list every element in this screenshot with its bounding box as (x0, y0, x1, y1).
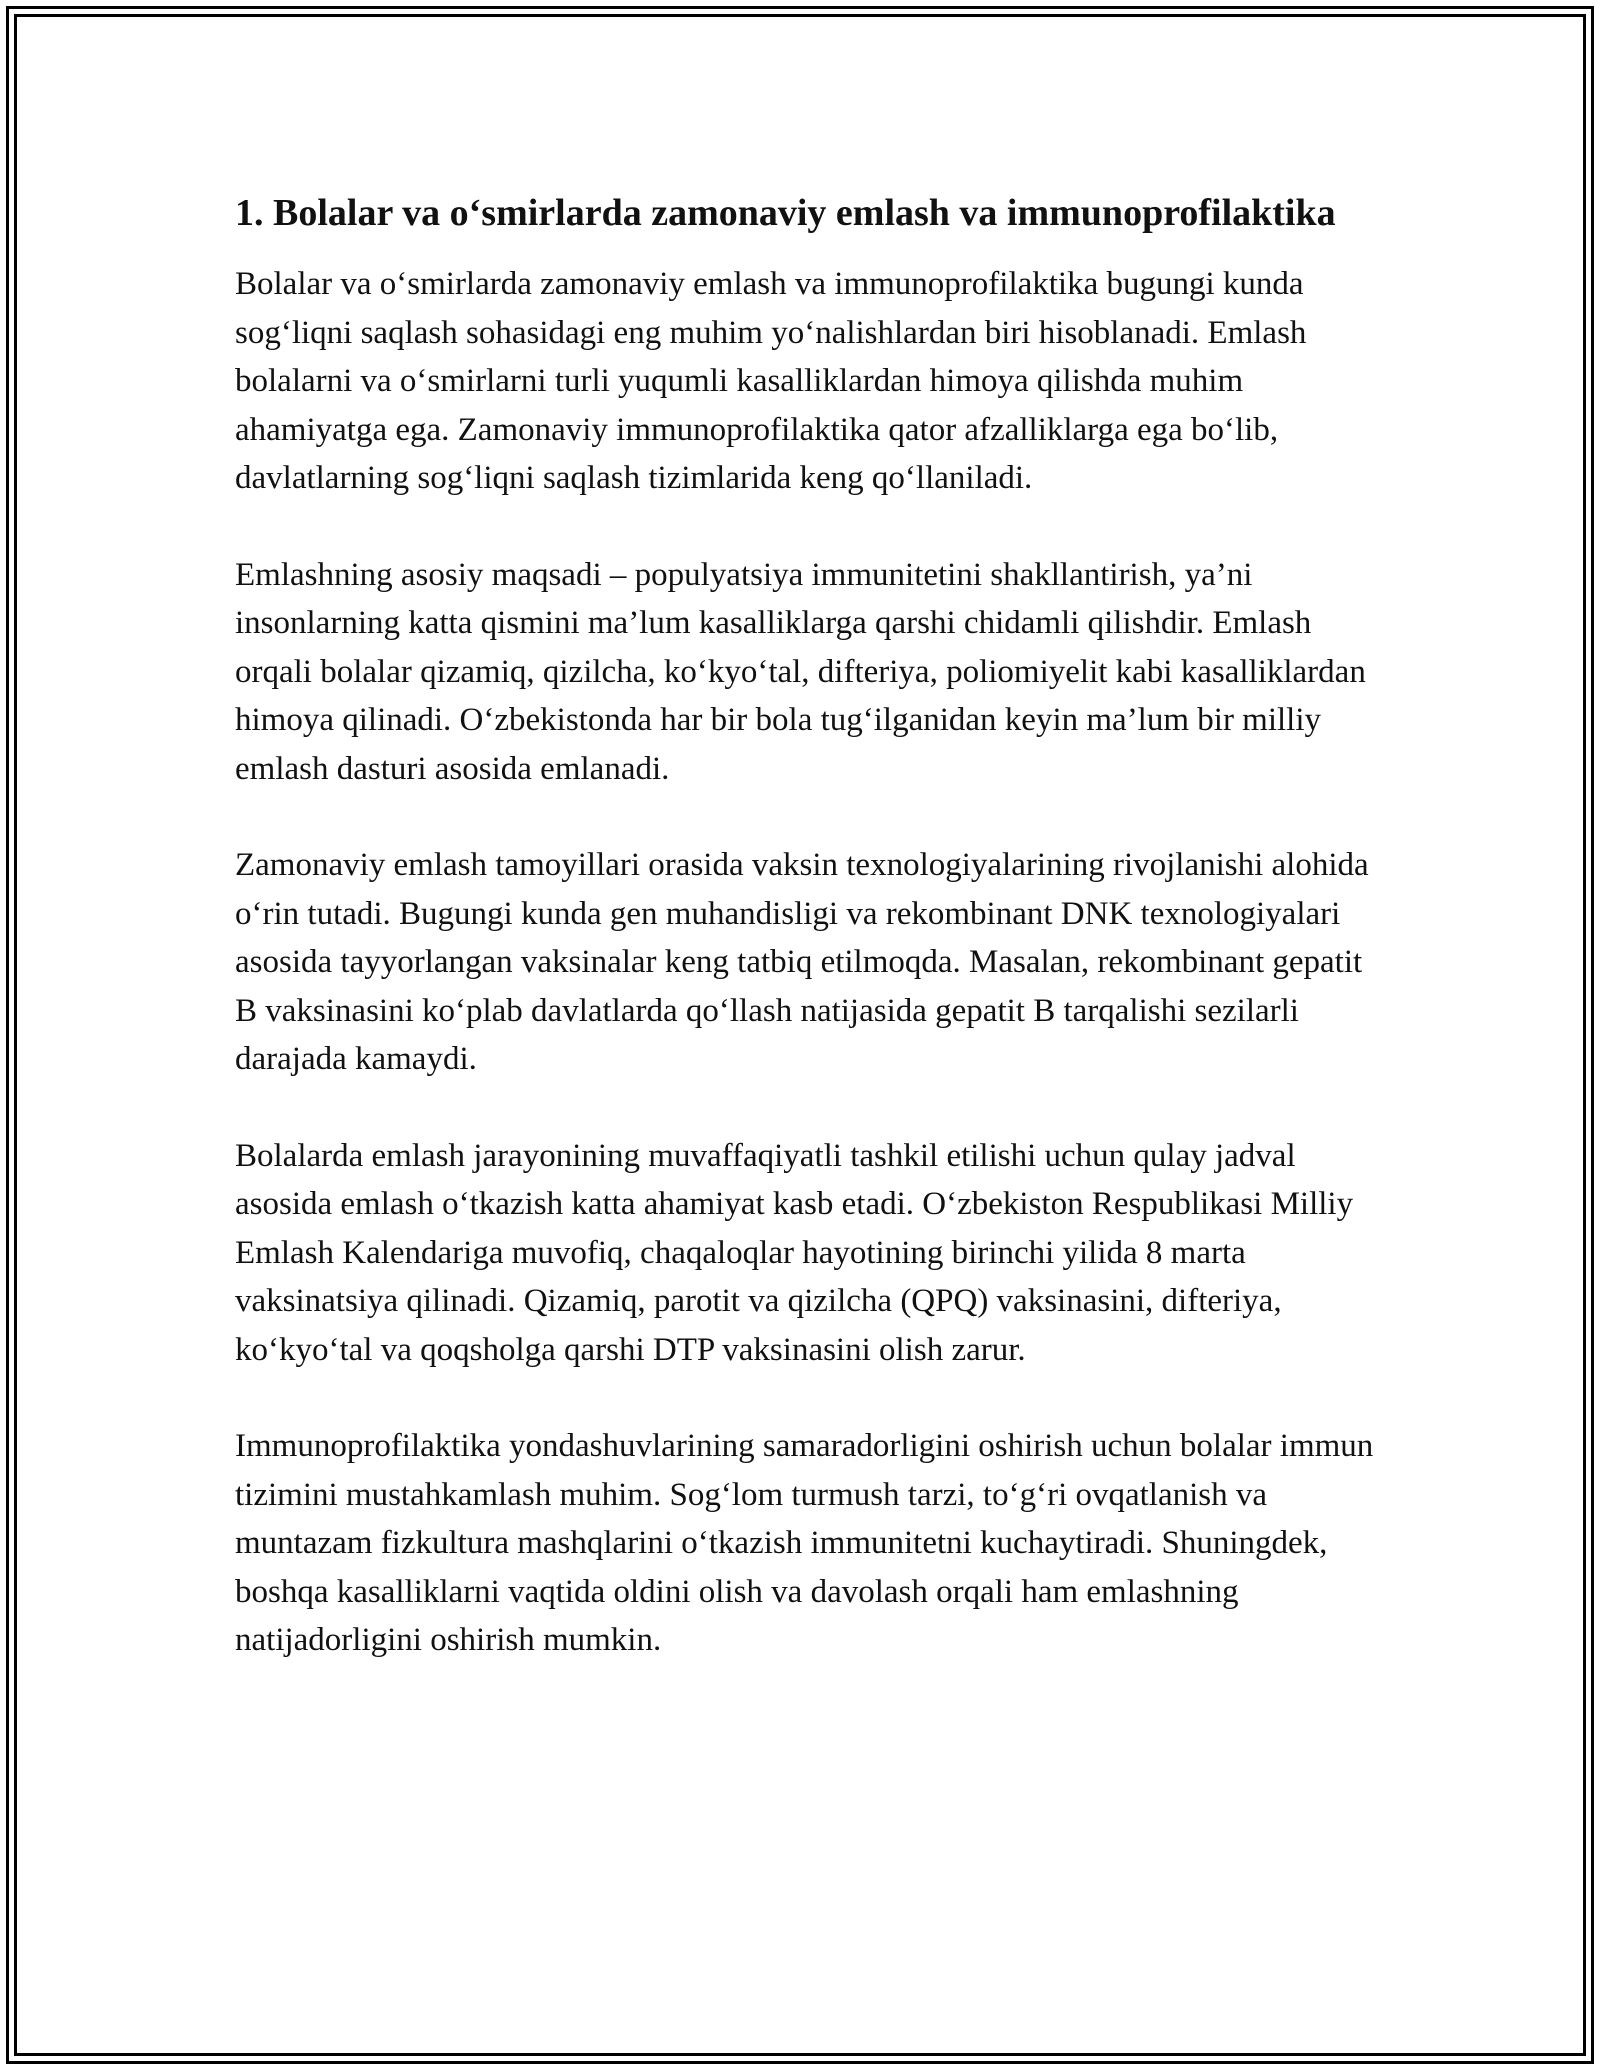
paragraph-3: Zamonaviy emlash tamoyillari orasida vaksin texnologiyalarining rivojlanishi alohida o‘rin tutadi. Bugungi kunda gen muhandisligi va rekombinant DNK texnologiyalari asosida tayyorlangan vaksinalar keng tatbiq etilmoqda. Masalan, rekombinant gepatit B vaksinasini ko‘plab davlatlarda qo‘llash natijasida gepatit B tarqalishi sezilarli darajada kamaydi. (235, 847, 1369, 1077)
paragraph-1: Bolalar va o‘smirlarda zamonaviy emlash va immunoprofilaktika bugungi kunda sog‘liqni saqlash sohasidagi eng muhim yo‘nalishlardan biri hisoblanadi. Emlash bolalarni va o‘smirlarni turli yuqumli kasalliklardan himoya qilishda muhim ahamiyatga ega. Zamonaviy immunoprofilaktika qator afzalliklarga ega bo‘lib, davlatlarning sog‘liqni saqlash tizimlarida keng qo‘llaniladi. (235, 266, 1307, 496)
document-title: 1. Bolalar va o‘smirlarda zamonaviy emlash va immunoprofilaktika (235, 192, 1336, 234)
paragraph-2: Emlashning asosiy maqsadi – populyatsiya immunitetini shakllantirish, ya’ni insonlarning katta qismini ma’lum kasalliklarga qarshi chidamli qilishdir. Emlash orqali bolalar qizamiq, qizilcha, ko‘kyo‘tal, difteriya, poliomiyelit kabi kasalliklardan himoya qilinadi. O‘zbekistonda har bir bola tug‘ilganidan keyin ma’lum bir milliy emlash dasturi asosida emlanadi. (235, 556, 1366, 787)
paragraph-4: Bolalarda emlash jarayonining muvaffaqiyatli tashkil etilishi uchun qulay jadval asosida emlash o‘tkazish katta ahamiyat kasb etadi. O‘zbekiston Respublikasi Milliy Emlash Kalendariga muvofiq, chaqaloqlar hayotining birinchi yilida 8 marta vaksinatsiya qilinadi. Qizamiq, parotit va qizilcha (QPQ) vaksinasini, difteriya, ko‘kyo‘tal va qoqsholga qarshi DTP vaksinasini olish zarur. (235, 1137, 1354, 1368)
document-body (235, 186, 1375, 1713)
paragraph-5: Immunoprofilaktika yondashuvlarining samaradorligini oshirish uchun bolalar immun tizimini mustahkamlash muhim. Sog‘lom turmush tarzi, to‘g‘ri ovqatlanish va muntazam fizkultura mashqlarini o‘tkazish immunitetni kuchaytiradi. Shuningdek, boshqa kasalliklarni vaqtida oldini olish va davolash orqali ham emlashning natijadorligini oshirish mumkin. (235, 1428, 1374, 1658)
